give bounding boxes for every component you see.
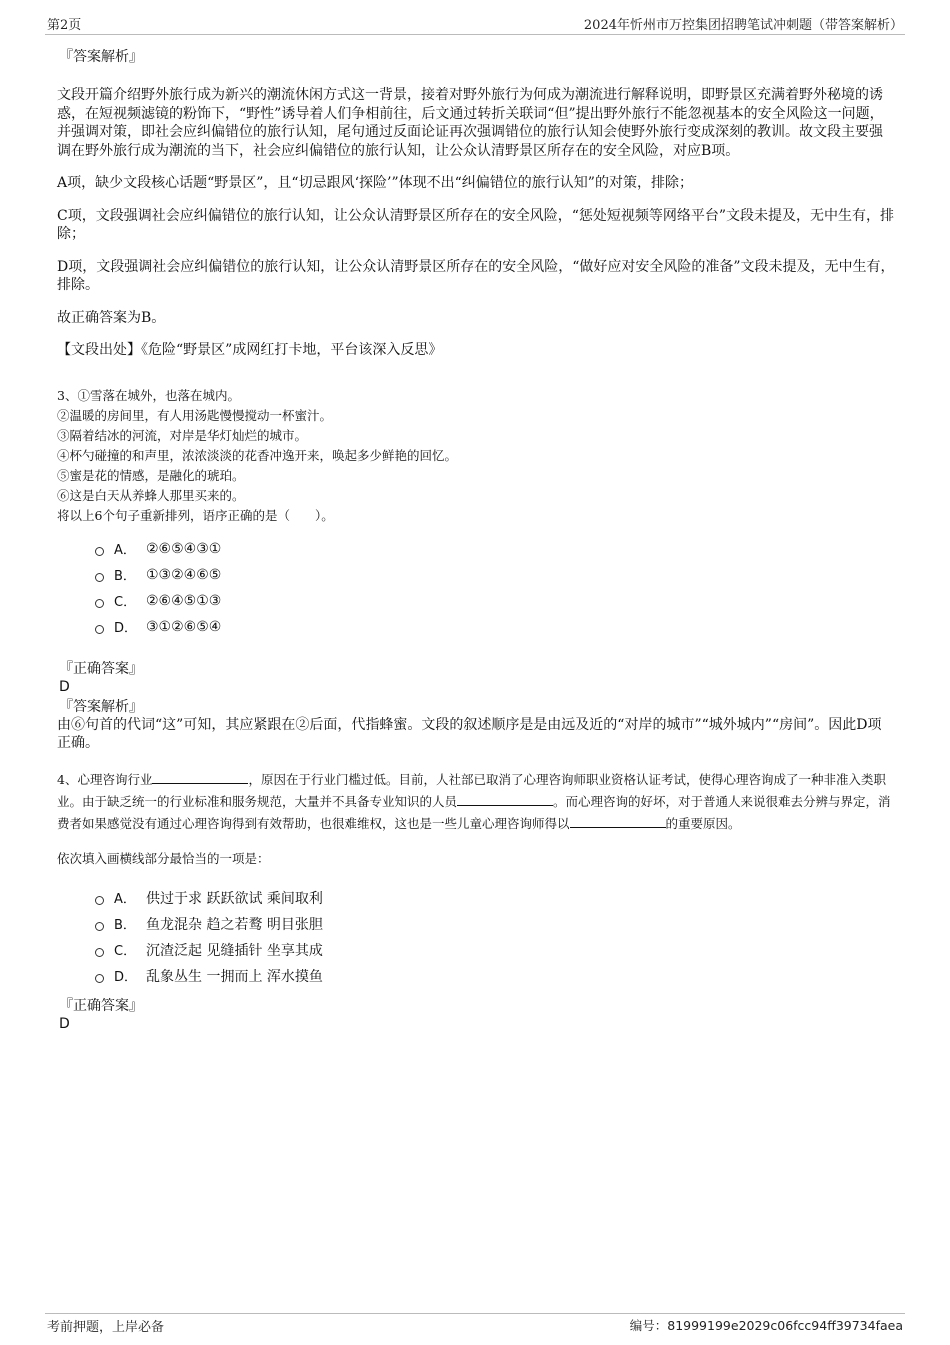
radio-button[interactable] — [95, 922, 104, 931]
question-stem-line: ②温暖的房间里，有人用汤匙慢慢搅动一杯蜜汁。 — [57, 407, 333, 423]
option-text: 供过于求 跃跃欲试 乘间取利 — [146, 890, 323, 907]
question-stem — [57, 769, 895, 835]
page-content — [57, 46, 895, 1033]
option-text: 乱象丛生 一拥而上 浑水摸鱼 — [146, 968, 323, 985]
option-letter: A． — [114, 892, 136, 907]
radio-button[interactable] — [95, 974, 104, 983]
analysis-paragraph: 文段开篇介绍野外旅行成为新兴的潮流休闲方式这一背景，接着对野外旅行为何成为潮流进行解释说明，即野景区充满着野外秘境的诱惑，在短视频滤镜的粉饰下，“野性”诱导着人们争相前往，后文通过转折关联词“但”提出野外旅行不能忽视基本的安全风险这一问题，并强调对策，即社会应纠偏错位的旅行认知，尾句通过反面论证再次强调错位的旅行认知会使野外旅行变成深刻的教训。故文段主要强调在野外旅行成为潮流的当下，社会应纠偏错位的旅行认知，让公众认清野景区所存在的安全风险，对应B项。 — [57, 87, 884, 159]
correct-answer: D — [59, 678, 70, 695]
fill-blank — [570, 815, 666, 828]
radio-button[interactable] — [95, 896, 104, 905]
option-letter: C． — [114, 595, 137, 610]
option-c[interactable] — [95, 937, 895, 963]
radio-button[interactable] — [95, 547, 104, 556]
analysis-paragraph: D项，文段强调社会应纠偏错位的旅行认知，让公众认清野景区所存在的安全风险，“做好应对安全风险的准备”文段未提及，无中生有，排除。 — [57, 258, 895, 293]
code-value: 81999199e2029c06fcc94ff39734faea — [667, 1318, 903, 1333]
fill-blank — [152, 771, 248, 784]
radio-button[interactable] — [95, 599, 104, 608]
option-letter: D． — [114, 970, 138, 985]
page-header — [45, 14, 905, 35]
answer-analysis: 由⑥句首的代词“这”可知，其应紧跟在②后面，代指蜂蜜。文段的叙述顺序是是由远及近的“对岸的城市”“城外城内”“房间”。因此D项正确。 — [57, 716, 882, 751]
question-stem-line: ⑤蜜是花的情感，是融化的琥珀。 — [57, 467, 245, 483]
answer-analysis-title: 『答案解析』 — [59, 698, 143, 715]
option-text: 鱼龙混杂 趋之若鹜 明目张胆 — [146, 916, 323, 933]
option-text: ②⑥⑤④③① — [146, 540, 222, 557]
question-prompt: 将以上6个句子重新排列，语序正确的是（ ）。 — [57, 507, 334, 523]
radio-button[interactable] — [95, 625, 104, 634]
option-letter: C． — [114, 944, 137, 959]
option-text: ②⑥④⑤①③ — [146, 592, 222, 609]
option-a[interactable] — [95, 536, 895, 562]
option-letter: B． — [114, 569, 136, 584]
radio-button[interactable] — [95, 573, 104, 582]
question-stem-line: ③隔着结冰的河流，对岸是华灯灿烂的城市。 — [57, 427, 308, 443]
option-c[interactable] — [95, 588, 895, 614]
option-letter: A． — [114, 543, 136, 558]
analysis-paragraph: C项，文段强调社会应纠偏错位的旅行认知，让公众认清野景区所存在的安全风险，“惩处短视频等网络平台”文段未提及，无中生有，排除； — [57, 207, 895, 242]
question-stem-line: ⑥这是白天从养蜂人那里买来的。 — [57, 487, 245, 503]
option-text: 沉渣泛起 见缝插针 坐享其成 — [146, 942, 323, 959]
option-list — [95, 885, 895, 989]
document-code — [630, 1316, 903, 1334]
option-b[interactable] — [95, 562, 895, 588]
option-b[interactable] — [95, 911, 895, 937]
option-list — [95, 536, 895, 640]
question-instruction: 依次填入画横线部分最恰当的一项是： — [57, 850, 270, 866]
correct-answer-title: 『正确答案』 — [59, 997, 143, 1014]
stem-text: 的重要原因。 — [665, 815, 741, 831]
question-4 — [57, 769, 895, 1033]
option-letter: D． — [114, 621, 138, 636]
analysis-title: 『答案解析』 — [59, 49, 143, 65]
option-d[interactable] — [95, 963, 895, 989]
option-text: ③①②⑥⑤④ — [146, 618, 222, 635]
page-number: 第2页 — [47, 18, 82, 33]
document-title: 2024年忻州市万控集团招聘笔试冲刺题（带答案解析） — [583, 18, 903, 33]
analysis-conclusion: 故正确答案为B。 — [57, 309, 166, 326]
correct-answer: D — [59, 1015, 70, 1032]
page-footer — [45, 1313, 905, 1336]
fill-blank — [457, 793, 553, 806]
option-a[interactable] — [95, 885, 895, 911]
question-3 — [57, 386, 895, 753]
stem-text: 。而心理咨询的好坏，对于普通人来说很难去分辨与界定，消费者如果感觉没有通过心理咨询得到有效帮助，也很难维权，这也是一些儿童心理咨询师得以 — [57, 793, 891, 831]
radio-button[interactable] — [95, 948, 104, 957]
option-d[interactable] — [95, 614, 895, 640]
code-label: 编号： — [629, 1318, 668, 1333]
question-stem-line: 3、①雪落在城外，也落在城内。 — [57, 387, 240, 403]
stem-text: 4、心理咨询行业 — [57, 771, 153, 787]
option-text: ①③②④⑥⑤ — [146, 566, 222, 583]
question-stem-line: ④杯勺碰撞的和声里，浓浓淡淡的花香冲逸开来，唤起多少鲜艳的回忆。 — [57, 447, 458, 463]
analysis-paragraph: A项，缺少文段核心话题“野景区”，且“切忌跟风‘探险’”体现不出“纠偏错位的旅行认知”的对策，排除； — [57, 175, 693, 191]
correct-answer-title: 『正确答案』 — [59, 660, 143, 677]
footer-slogan: 考前押题，上岸必备 — [47, 1320, 165, 1335]
passage-source: 【文段出处】《危险“野景区”成网红打卡地，平台该深入反思》 — [57, 342, 443, 358]
stem-text: ，原因在于行业门槛过低。目前，人社部已取消了心理咨询师职业资格认证考试，使得心理咨询成了一种非准入类职业。由于缺乏统一的行业标准和服务规范，大量并不具备专业知识的人员 — [57, 771, 886, 809]
option-letter: B． — [114, 918, 136, 933]
